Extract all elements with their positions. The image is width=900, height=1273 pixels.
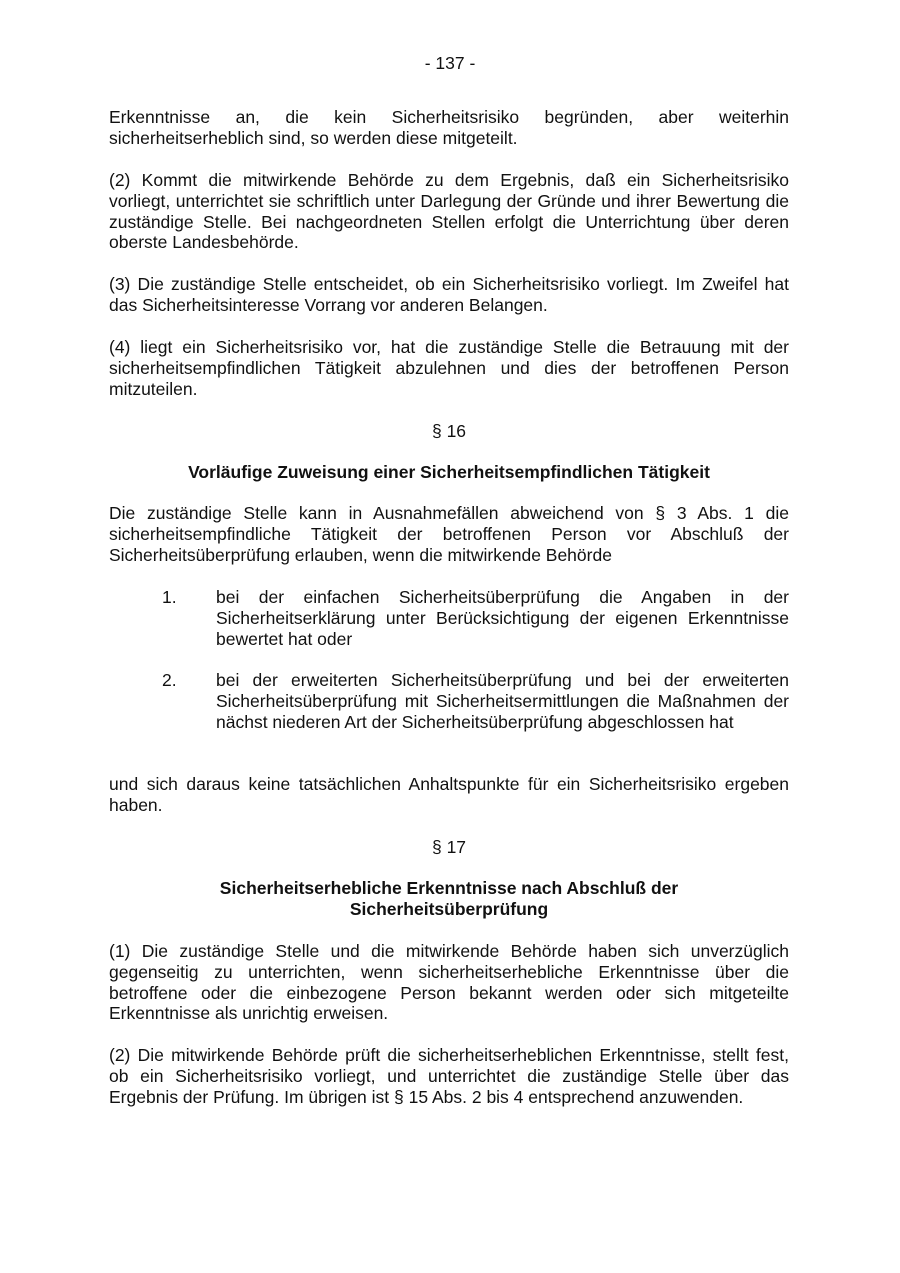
list-item-text: bei der einfachen Sicherheitsüberprüfung die Angaben in der Sicherheitserklärung unter Berücksichtigung der eigenen Erkenntnisse bewertet hat oder bbox=[216, 587, 789, 649]
section-16-title: Vorläufige Zuweisung einer Sicherheitsempfindlichen Tätigkeit bbox=[188, 462, 710, 482]
list-item-text: bei der erweiterten Sicherheitsüberprüfung und bei der erweiterten Sicherheitsüberprüfung mit Sicherheitsermittlungen die Maßnahmen der nächst niederen Art der Sicherheitsüberprüfung abgeschlossen hat bbox=[216, 670, 789, 732]
section-16-number: § 16 bbox=[431, 421, 467, 441]
section-17-title-line1: Sicherheitserhebliche Erkenntnisse nach Abschluß der bbox=[219, 878, 679, 898]
paragraph-17-1: (1) Die zuständige Stelle und die mitwirkende Behörde haben sich unverzüglich gegenseitig zu unterrichten, wenn sicherheitserhebliche Erkenntnisse über die betroffene oder die einbezogene Person bekannt werden oder sich mitgeteilte Erkenntnisse als unrichtig erweisen. bbox=[109, 941, 789, 1024]
section-16-intro: Die zuständige Stelle kann in Ausnahmefällen abweichend von § 3 Abs. 1 die sicherheitsempfindliche Tätigkeit der betroffenen Person vor Abschluß der Sicherheitsüberprüfung erlauben, wenn die mitwirkende Behörde bbox=[109, 503, 789, 565]
list-item-number: 2. bbox=[162, 670, 177, 690]
section-16-outro: und sich daraus keine tatsächlichen Anhaltspunkte für ein Sicherheitsrisiko ergeben haben. bbox=[109, 774, 789, 815]
list-item-number: 1. bbox=[162, 587, 177, 607]
page-number: - 137 - bbox=[424, 53, 476, 73]
section-17-title-line2: Sicherheitsüberprüfung bbox=[349, 899, 549, 919]
paragraph-15-4: (4) liegt ein Sicherheitsrisiko vor, hat die zuständige Stelle die Betrauung mit der sicherheitsempfindlichen Tätigkeit abzulehnen und dies der betroffenen Person mitzuteilen. bbox=[109, 337, 789, 399]
section-17-number: § 17 bbox=[431, 837, 467, 857]
paragraph-15-2: (2) Kommt die mitwirkende Behörde zu dem Ergebnis, daß ein Sicherheitsrisiko vorliegt, unterrichtet sie schriftlich unter Darlegung der Gründe und ihrer Bewertung die zuständige Stelle. Bei nachgeordneten Stellen erfolgt die Unterrichtung über deren oberste Landesbehörde. bbox=[109, 170, 789, 253]
paragraph-continuation: Erkenntnisse an, die kein Sicherheitsrisiko begründen, aber weiterhin sicherheitserheblich sind, so werden diese mitgeteilt. bbox=[109, 107, 789, 148]
paragraph-15-3: (3) Die zuständige Stelle entscheidet, ob ein Sicherheitsrisiko vorliegt. Im Zweifel hat das Sicherheitsinteresse Vorrang vor anderen Belangen. bbox=[109, 274, 789, 315]
paragraph-17-2: (2) Die mitwirkende Behörde prüft die sicherheitserheblichen Erkenntnisse, stellt fest, ob ein Sicherheitsrisiko vorliegt, und unterrichtet die zuständige Stelle über das Ergebnis der Prüfung. Im übrigen ist § 15 Abs. 2 bis 4 entsprechend anzuwenden. bbox=[109, 1045, 789, 1107]
